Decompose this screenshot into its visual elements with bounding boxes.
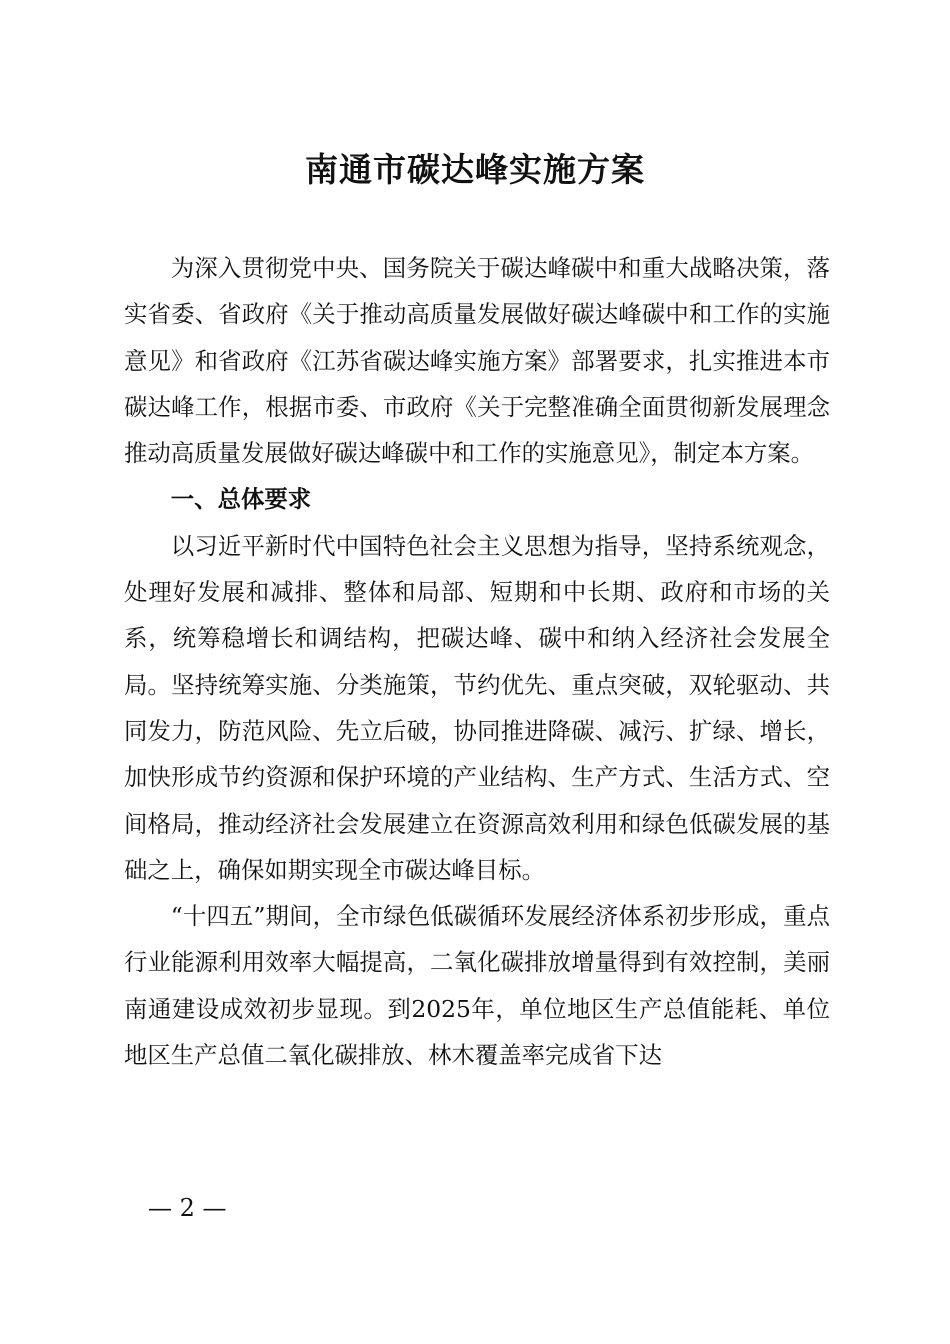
- intro-paragraph: 为深入贯彻党中央、国务院关于碳达峰碳中和重大战略决策，落实省委、省政府《关于推动高质量发展做好碳达峰碳中和工作的实施意见》和省政府《江苏省碳达峰实施方案》部署要求，扎实推进本市碳达峰工作，根据市委、市政府《关于完整准确全面贯彻新发展理念推动高质量发展做好碳达峰碳中和工作的实施意见》，制定本方案。: [124, 254, 830, 468]
- document-title: 南通市碳达峰实施方案: [305, 150, 645, 189]
- page-number: — 2 —: [148, 1194, 227, 1222]
- body-paragraph: “十四五”期间，全市绿色低碳循环发展经济体系初步形成，重点行业能源利用效率大幅提高，二氧化碳排放增量得到有效控制，美丽南通建设成效初步显现。到2025年，单位地区生产总值能耗、单位地区生产总值二氧化碳排放、林木覆盖率完成省下达: [124, 902, 830, 1070]
- section-heading-general-requirements: 一、总体要求: [170, 485, 312, 514]
- document-body: [124, 245, 830, 1078]
- body-paragraph: 以习近平新时代中国特色社会主义思想为指导，坚持系统观念，处理好发展和减排、整体和局部、短期和中长期、政府和市场的关系，统筹稳增长和调结构，把碳达峰、碳中和纳入经济社会发展全局。坚持统筹实施、分类施策，节约优先、重点突破，双轮驱动、共同发力，防范风险、先立后破，协同推进降碳、减污、扩绿、增长，加快形成节约资源和保护环境的产业结构、生产方式、生活方式、空间格局，推动经济社会发展建立在资源高效利用和绿色低碳发展的基础之上，确保如期实现全市碳达峰目标。: [124, 531, 830, 884]
